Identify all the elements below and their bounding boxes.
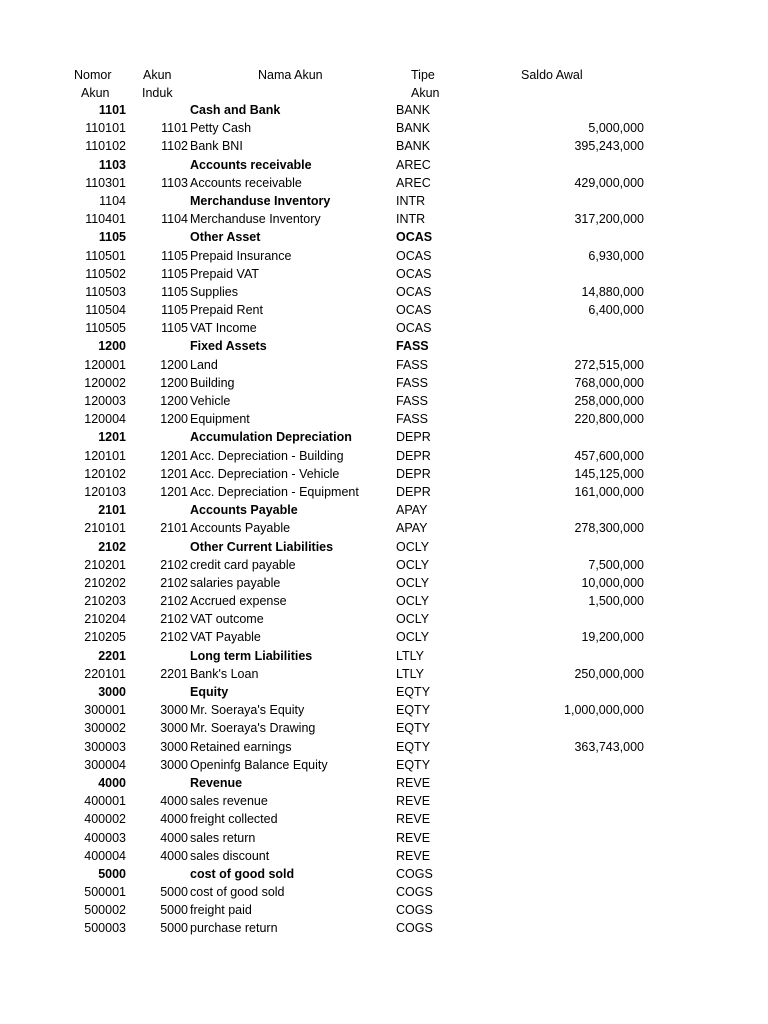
account-name-cell: Accounts receivable bbox=[190, 157, 312, 172]
account-type-cell: OCAS bbox=[396, 303, 432, 318]
account-row bbox=[0, 174, 768, 192]
account-number-cell: 2101 bbox=[98, 503, 126, 518]
account-row bbox=[0, 701, 768, 719]
account-row bbox=[0, 792, 768, 810]
account-name-cell: VAT outcome bbox=[190, 612, 264, 627]
parent-account-cell: 5000 bbox=[160, 885, 188, 900]
account-row bbox=[0, 738, 768, 756]
account-group-row bbox=[0, 337, 768, 355]
account-number-cell: 400001 bbox=[84, 794, 126, 809]
account-number-cell: 120102 bbox=[84, 466, 126, 481]
account-row bbox=[0, 628, 768, 646]
account-name-cell: Mr. Soeraya's Drawing bbox=[190, 721, 316, 736]
account-row bbox=[0, 592, 768, 610]
account-number-cell: 110102 bbox=[85, 139, 126, 154]
account-number-cell: 210205 bbox=[84, 630, 126, 645]
opening-balance-cell: 6,400,000 bbox=[588, 303, 644, 318]
account-row bbox=[0, 919, 768, 937]
account-type-cell: BANK bbox=[396, 139, 431, 154]
parent-account-cell: 1200 bbox=[160, 357, 188, 372]
account-type-cell: OCAS bbox=[396, 321, 432, 336]
opening-balance-cell: 272,515,000 bbox=[574, 357, 644, 372]
account-row bbox=[0, 247, 768, 265]
account-name-cell: sales discount bbox=[190, 848, 270, 863]
parent-account-cell: 1105 bbox=[161, 266, 188, 281]
parent-account-cell: 2101 bbox=[160, 521, 188, 536]
account-type-cell: DEPR bbox=[396, 466, 431, 481]
account-name-cell: Openinfg Balance Equity bbox=[190, 757, 328, 772]
account-name-cell: Retained earnings bbox=[190, 739, 292, 754]
account-number-cell: 210201 bbox=[84, 557, 126, 572]
account-name-cell: Prepaid Insurance bbox=[190, 248, 292, 263]
opening-balance-cell: 363,743,000 bbox=[574, 739, 644, 754]
account-type-cell: DEPR bbox=[396, 430, 431, 445]
parent-account-cell: 1201 bbox=[160, 448, 188, 463]
account-name-cell: sales revenue bbox=[190, 794, 268, 809]
account-number-cell: 110301 bbox=[85, 175, 126, 190]
account-name-cell: Fixed Assets bbox=[190, 339, 267, 354]
account-type-cell: OCLY bbox=[396, 612, 430, 627]
parent-account-cell: 1104 bbox=[161, 212, 188, 227]
opening-balance-cell: 161,000,000 bbox=[574, 484, 644, 499]
account-row bbox=[0, 392, 768, 410]
header-nama: Nama Akun bbox=[258, 68, 323, 82]
account-group-row bbox=[0, 538, 768, 556]
account-name-cell: VAT Payable bbox=[190, 630, 261, 645]
account-number-cell: 500003 bbox=[84, 921, 126, 936]
account-type-cell: OCAS bbox=[396, 284, 432, 299]
account-number-cell: 120101 bbox=[84, 448, 126, 463]
account-number-cell: 400002 bbox=[84, 812, 126, 827]
parent-account-cell: 1201 bbox=[160, 484, 188, 499]
account-number-cell: 110401 bbox=[85, 212, 126, 227]
account-name-cell: sales return bbox=[190, 830, 256, 845]
parent-account-cell: 1105 bbox=[161, 303, 188, 318]
parent-account-cell: 4000 bbox=[160, 830, 188, 845]
account-row bbox=[0, 119, 768, 137]
account-number-cell: 1101 bbox=[98, 103, 126, 117]
account-type-cell: EQTY bbox=[396, 757, 431, 772]
account-number-cell: 120001 bbox=[84, 357, 126, 372]
parent-account-cell: 2102 bbox=[160, 630, 188, 645]
account-type-cell: FASS bbox=[396, 394, 428, 408]
account-row bbox=[0, 465, 768, 483]
account-name-cell: Revenue bbox=[190, 775, 243, 790]
parent-account-cell: 2102 bbox=[160, 612, 188, 627]
account-number-cell: 4000 bbox=[98, 775, 126, 790]
opening-balance-cell: 6,930,000 bbox=[588, 248, 644, 263]
parent-account-cell: 2102 bbox=[160, 557, 188, 572]
account-number-cell: 500001 bbox=[84, 885, 126, 900]
account-name-cell: Equity bbox=[190, 685, 229, 699]
account-row bbox=[0, 283, 768, 301]
opening-balance-cell: 768,000,000 bbox=[574, 375, 644, 390]
account-group-row bbox=[0, 683, 768, 701]
parent-account-cell: 1200 bbox=[160, 394, 188, 408]
account-name-cell: Supplies bbox=[190, 284, 238, 299]
account-row bbox=[0, 447, 768, 465]
account-group-row bbox=[0, 428, 768, 446]
account-type-cell: COGS bbox=[396, 903, 433, 918]
account-row bbox=[0, 519, 768, 537]
account-type-cell: COGS bbox=[396, 921, 433, 936]
account-name-cell: Acc. Depreciation - Building bbox=[190, 448, 344, 463]
account-type-cell: OCLY bbox=[396, 539, 430, 554]
parent-account-cell: 1103 bbox=[161, 175, 188, 190]
account-row bbox=[0, 301, 768, 319]
account-name-cell: Building bbox=[190, 375, 235, 390]
account-name-cell: Vehicle bbox=[190, 394, 231, 408]
account-name-cell: Land bbox=[190, 357, 218, 372]
account-number-cell: 3000 bbox=[98, 685, 126, 699]
account-type-cell: BANK bbox=[396, 103, 431, 117]
account-row bbox=[0, 556, 768, 574]
account-name-cell: Merchanduse Inventory bbox=[190, 212, 321, 227]
parent-account-cell: 1201 bbox=[160, 466, 188, 481]
account-group-row bbox=[0, 774, 768, 792]
account-type-cell: OCLY bbox=[396, 594, 430, 609]
account-type-cell: REVE bbox=[396, 812, 431, 827]
account-type-cell: REVE bbox=[396, 848, 431, 863]
account-type-cell: DEPR bbox=[396, 448, 431, 463]
parent-account-cell: 1102 bbox=[161, 139, 188, 154]
header-saldo: Saldo Awal bbox=[521, 68, 583, 82]
account-row bbox=[0, 901, 768, 919]
opening-balance-cell: 14,880,000 bbox=[581, 284, 644, 299]
account-type-cell: OCLY bbox=[396, 557, 430, 572]
parent-account-cell: 1200 bbox=[160, 375, 188, 390]
account-row bbox=[0, 374, 768, 392]
parent-account-cell: 2102 bbox=[160, 594, 188, 609]
opening-balance-cell: 19,200,000 bbox=[581, 630, 644, 645]
account-name-cell: salaries payable bbox=[190, 575, 281, 590]
account-name-cell: Accumulation Depreciation bbox=[190, 430, 352, 445]
parent-account-cell: 3000 bbox=[160, 721, 188, 736]
account-type-cell: INTR bbox=[396, 193, 426, 208]
header-induk-line2: Induk bbox=[142, 86, 173, 100]
parent-account-cell: 1105 bbox=[161, 321, 188, 336]
account-name-cell: Acc. Depreciation - Vehicle bbox=[190, 466, 340, 481]
header-saldo-awal bbox=[521, 66, 583, 84]
account-name-cell: credit card payable bbox=[190, 557, 296, 572]
account-type-cell: REVE bbox=[396, 794, 431, 809]
account-number-cell: 400004 bbox=[84, 848, 126, 863]
header-nomor-akun bbox=[74, 66, 112, 102]
opening-balance-cell: 7,500,000 bbox=[588, 557, 644, 572]
account-type-cell: EQTY bbox=[396, 685, 431, 699]
header-tipe-line1: Tipe bbox=[411, 68, 435, 82]
parent-account-cell: 1105 bbox=[161, 284, 188, 299]
account-group-row bbox=[0, 647, 768, 665]
account-type-cell: DEPR bbox=[396, 484, 431, 499]
account-row bbox=[0, 829, 768, 847]
parent-account-cell: 5000 bbox=[160, 903, 188, 918]
accounts-table bbox=[0, 101, 768, 938]
opening-balance-cell: 1,500,000 bbox=[588, 594, 644, 609]
opening-balance-cell: 317,200,000 bbox=[574, 212, 644, 227]
opening-balance-cell: 278,300,000 bbox=[574, 521, 644, 536]
opening-balance-cell: 429,000,000 bbox=[574, 175, 644, 190]
account-name-cell: Cash and Bank bbox=[190, 103, 281, 117]
account-type-cell: APAY bbox=[396, 503, 428, 518]
account-number-cell: 110504 bbox=[85, 303, 126, 318]
account-row bbox=[0, 356, 768, 374]
account-type-cell: INTR bbox=[396, 212, 426, 227]
account-row bbox=[0, 483, 768, 501]
account-number-cell: 1200 bbox=[98, 339, 126, 354]
account-number-cell: 1105 bbox=[98, 230, 126, 245]
account-number-cell: 110101 bbox=[85, 121, 126, 136]
account-type-cell: REVE bbox=[396, 830, 431, 845]
account-number-cell: 2102 bbox=[98, 539, 126, 554]
account-name-cell: Other Asset bbox=[190, 230, 261, 245]
account-row bbox=[0, 665, 768, 683]
opening-balance-cell: 457,600,000 bbox=[574, 448, 644, 463]
header-tipe-line2: Akun bbox=[411, 86, 440, 100]
account-name-cell: Bank's Loan bbox=[190, 666, 259, 681]
account-name-cell: Prepaid VAT bbox=[190, 266, 260, 281]
parent-account-cell: 2201 bbox=[160, 666, 188, 681]
account-type-cell: OCLY bbox=[396, 630, 430, 645]
account-name-cell: Other Current Liabilities bbox=[190, 539, 334, 554]
account-row bbox=[0, 847, 768, 865]
header-akun-induk bbox=[142, 66, 173, 102]
parent-account-cell: 4000 bbox=[160, 848, 188, 863]
opening-balance-cell: 395,243,000 bbox=[574, 139, 644, 154]
parent-account-cell: 1105 bbox=[161, 248, 188, 263]
account-number-cell: 300001 bbox=[84, 703, 126, 718]
header-induk-line1: Akun bbox=[143, 68, 172, 82]
account-name-cell: VAT Income bbox=[190, 321, 257, 336]
account-group-row bbox=[0, 228, 768, 246]
account-name-cell: Prepaid Rent bbox=[190, 303, 263, 318]
account-name-cell: cost of good sold bbox=[190, 885, 285, 900]
header-tipe-akun bbox=[411, 66, 440, 102]
account-type-cell: EQTY bbox=[396, 739, 431, 754]
opening-balance-cell: 145,125,000 bbox=[574, 466, 644, 481]
account-number-cell: 300002 bbox=[84, 721, 126, 736]
account-number-cell: 120004 bbox=[84, 412, 126, 427]
account-group-row bbox=[0, 192, 768, 210]
parent-account-cell: 3000 bbox=[160, 739, 188, 754]
account-number-cell: 220101 bbox=[84, 666, 126, 681]
account-number-cell: 120003 bbox=[84, 394, 126, 408]
account-number-cell: 210101 bbox=[84, 521, 126, 536]
account-row bbox=[0, 719, 768, 737]
account-number-cell: 120002 bbox=[84, 375, 126, 390]
account-name-cell: Acc. Depreciation - Equipment bbox=[190, 484, 359, 499]
opening-balance-cell: 250,000,000 bbox=[574, 666, 644, 681]
account-type-cell: COGS bbox=[396, 885, 433, 900]
account-name-cell: Merchanduse Inventory bbox=[190, 193, 331, 208]
account-number-cell: 110505 bbox=[85, 321, 126, 336]
parent-account-cell: 4000 bbox=[160, 794, 188, 809]
account-name-cell: Accounts Payable bbox=[190, 521, 291, 536]
account-type-cell: FASS bbox=[396, 339, 429, 354]
account-row bbox=[0, 319, 768, 337]
account-number-cell: 110503 bbox=[85, 284, 126, 299]
account-name-cell: Equipment bbox=[190, 412, 250, 427]
account-row bbox=[0, 810, 768, 828]
account-number-cell: 400003 bbox=[84, 830, 126, 845]
parent-account-cell: 1200 bbox=[160, 412, 188, 427]
account-type-cell: FASS bbox=[396, 375, 428, 390]
opening-balance-cell: 5,000,000 bbox=[588, 121, 644, 136]
account-name-cell: Mr. Soeraya's Equity bbox=[190, 703, 305, 718]
account-number-cell: 300004 bbox=[84, 757, 126, 772]
account-number-cell: 500002 bbox=[84, 903, 126, 918]
account-type-cell: COGS bbox=[396, 866, 433, 881]
header-nomor-line2: Akun bbox=[81, 86, 110, 100]
account-name-cell: freight collected bbox=[190, 812, 278, 827]
account-row bbox=[0, 210, 768, 228]
opening-balance-cell: 1,000,000,000 bbox=[564, 703, 644, 718]
account-name-cell: freight paid bbox=[190, 903, 252, 918]
parent-account-cell: 2102 bbox=[160, 575, 188, 590]
account-group-row bbox=[0, 156, 768, 174]
account-number-cell: 210202 bbox=[84, 575, 126, 590]
header-nama-akun bbox=[258, 66, 323, 84]
account-number-cell: 2201 bbox=[98, 648, 126, 663]
parent-account-cell: 3000 bbox=[160, 703, 188, 718]
parent-account-cell: 4000 bbox=[160, 812, 188, 827]
account-name-cell: Accounts Payable bbox=[190, 503, 298, 518]
account-name-cell: purchase return bbox=[190, 921, 278, 936]
opening-balance-cell: 220,800,000 bbox=[574, 412, 644, 427]
account-number-cell: 120103 bbox=[84, 484, 126, 499]
parent-account-cell: 1101 bbox=[161, 121, 188, 136]
account-type-cell: OCAS bbox=[396, 230, 433, 245]
account-type-cell: FASS bbox=[396, 412, 428, 427]
account-row bbox=[0, 137, 768, 155]
account-row bbox=[0, 265, 768, 283]
account-name-cell: Petty Cash bbox=[190, 121, 252, 136]
account-name-cell: Long term Liabilities bbox=[190, 648, 313, 663]
account-type-cell: OCAS bbox=[396, 248, 432, 263]
account-type-cell: OCAS bbox=[396, 266, 432, 281]
header-nomor-line1: Nomor bbox=[74, 68, 112, 82]
account-row bbox=[0, 410, 768, 428]
parent-account-cell: 5000 bbox=[160, 921, 188, 936]
account-type-cell: APAY bbox=[396, 521, 428, 536]
account-name-cell: Accounts receivable bbox=[190, 175, 302, 190]
opening-balance-cell: 10,000,000 bbox=[581, 575, 644, 590]
account-row bbox=[0, 756, 768, 774]
account-number-cell: 110502 bbox=[85, 266, 126, 281]
account-type-cell: LTLY bbox=[396, 648, 425, 663]
account-number-cell: 210204 bbox=[84, 612, 126, 627]
parent-account-cell: 3000 bbox=[160, 757, 188, 772]
account-type-cell: OCLY bbox=[396, 575, 430, 590]
account-number-cell: 1104 bbox=[99, 193, 126, 208]
account-type-cell: FASS bbox=[396, 357, 428, 372]
account-row bbox=[0, 574, 768, 592]
account-number-cell: 1201 bbox=[98, 430, 126, 445]
opening-balance-cell: 258,000,000 bbox=[574, 394, 644, 408]
account-number-cell: 5000 bbox=[98, 866, 126, 881]
account-group-row bbox=[0, 865, 768, 883]
account-group-row bbox=[0, 101, 768, 119]
account-type-cell: AREC bbox=[396, 157, 431, 172]
account-name-cell: Accrued expense bbox=[190, 594, 287, 609]
account-type-cell: BANK bbox=[396, 121, 431, 136]
account-group-row bbox=[0, 501, 768, 519]
account-type-cell: LTLY bbox=[396, 666, 425, 681]
account-number-cell: 210203 bbox=[84, 594, 126, 609]
account-type-cell: AREC bbox=[396, 175, 431, 190]
account-type-cell: EQTY bbox=[396, 703, 431, 718]
account-number-cell: 110501 bbox=[85, 248, 126, 263]
account-row bbox=[0, 883, 768, 901]
account-type-cell: REVE bbox=[396, 775, 431, 790]
account-number-cell: 1103 bbox=[98, 157, 126, 172]
account-name-cell: cost of good sold bbox=[190, 866, 295, 881]
account-number-cell: 300003 bbox=[84, 739, 126, 754]
account-name-cell: Bank BNI bbox=[190, 139, 243, 154]
account-row bbox=[0, 610, 768, 628]
account-type-cell: EQTY bbox=[396, 721, 431, 736]
